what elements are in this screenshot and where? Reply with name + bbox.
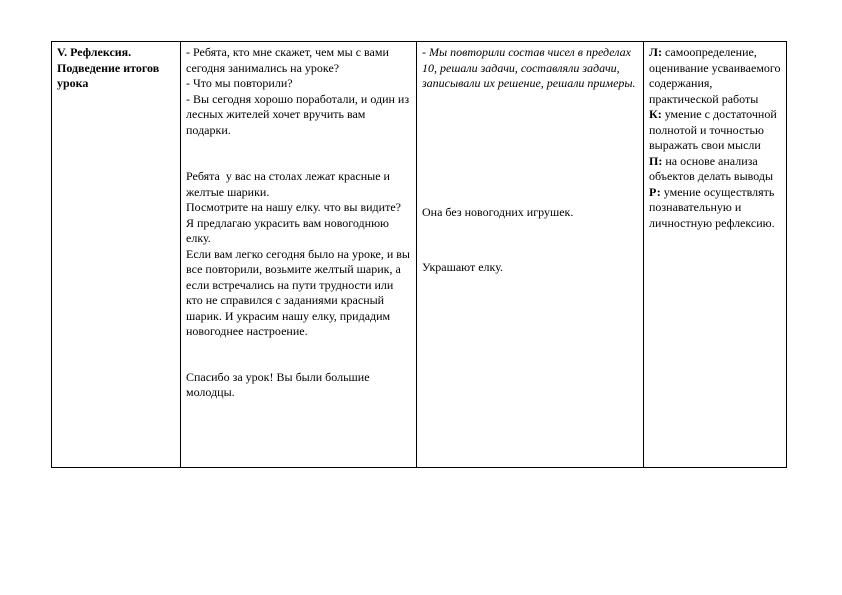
result-key: П: [649,153,663,168]
teacher-line: Посмотрите на нашу елку. что вы видите? [186,200,401,214]
result-key: Л: [649,45,662,59]
result-item [649,107,782,154]
result-item [649,154,782,185]
lesson-table [51,41,787,468]
students-cell [417,42,644,468]
student-answer: Украшают елку. [422,260,503,274]
results-cell [644,42,787,468]
teacher-line: - Вы сегодня хорошо поработали, и один из лесных жителей хочет вручить вам подарки. [186,91,413,137]
student-answer: Она без новогодних игрушек. [422,204,574,219]
result-text: самоопределение, оценивание усваиваемого содержания, практической работы [649,45,781,106]
table-row [52,42,787,468]
result-text: на основе анализа объектов делать выводы [649,153,774,183]
stage-title: V. Рефлексия. Подведение итогов урока [57,45,160,90]
teacher-line: Я предлагаю украсить вам новогоднюю елку. [186,215,393,245]
result-item [649,185,782,232]
teacher-line: Ребята у вас на столах лежат красные и желтые шарики. [186,169,396,199]
result-text: умение осуществлять познавательную и личностную рефлексию. [649,184,775,230]
result-key: К: [649,107,662,121]
teacher-line: - Ребята, кто мне скажет, чем мы с вами сегодня занимались на уроке? [186,45,392,75]
teacher-cell [181,42,417,468]
teacher-line: Спасибо за урок! Вы были большие молодцы. [186,369,373,399]
stage-cell [52,42,181,468]
teacher-line: Если вам легко сегодня было на уроке, и вы все повторили, возьмите желтый шарик, а если встречались на пути трудности или кто не справился с заданиями красный шарик. И украсим нашу елку, придадим новогоднее настроение. [186,246,413,338]
result-text: умение с достаточной полнотой и точностью выражать свои мысли [649,107,777,152]
teacher-line: - Что мы повторили? [186,76,293,90]
student-answer: - Мы повторили состав чисел в пределах 10, решали задачи, составляли задачи, записывали их решение, решали примеры. [422,45,636,90]
result-key: Р: [649,184,661,199]
result-item [649,45,782,107]
